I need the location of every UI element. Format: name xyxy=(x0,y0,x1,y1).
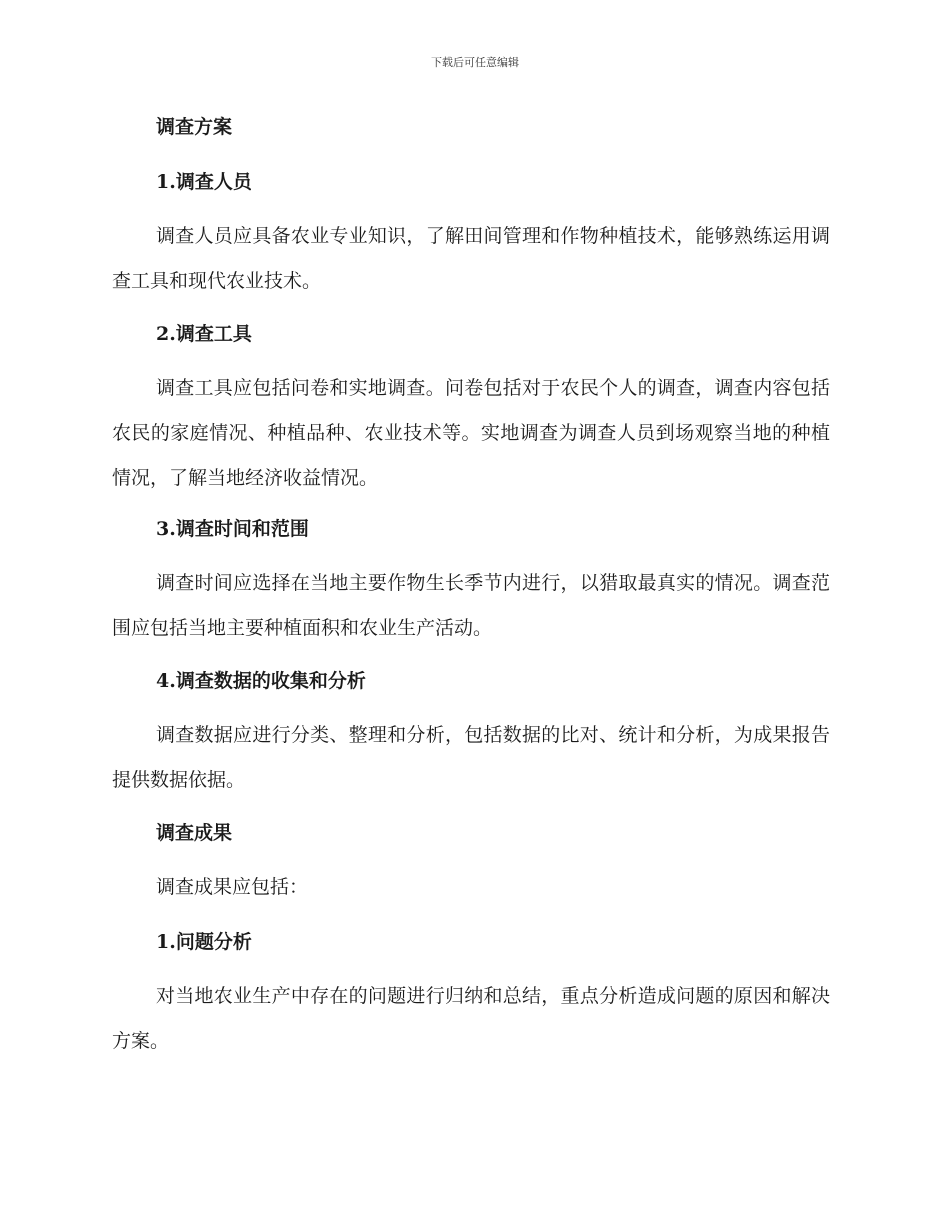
paragraph-survey-results-intro: 调查成果应包括： xyxy=(156,876,309,898)
header-note: 下载后可任意编辑 xyxy=(431,56,519,69)
paragraph-data-collection-analysis: 调查数据应进行分类、整理和分析，包括数据的比对、统计和分析，为成果报告提供数据依据。 xyxy=(112,724,830,791)
paragraph-survey-tools: 调查工具应包括问卷和实地调查。问卷包括对于农民个人的调查，调查内容包括农民的家庭情况、种植品种、农业技术等。实地调查为调查人员到场观察当地的种植情况，了解当地经济收益情况。 xyxy=(112,377,830,489)
section-title-survey-plan: 调查方案 xyxy=(156,116,233,138)
heading-data-collection-analysis: 4.调查数据的收集和分析 xyxy=(156,670,366,692)
heading-survey-tools: 2.调查工具 xyxy=(156,323,252,345)
heading-problem-analysis: 1.问题分析 xyxy=(156,931,252,953)
section-title-survey-results: 调查成果 xyxy=(156,822,233,844)
paragraph-survey-personnel: 调查人员应具备农业专业知识，了解田间管理和作物种植技术，能够熟练运用调查工具和现代农业技术。 xyxy=(112,225,830,292)
paragraph-survey-time-scope: 调查时间应选择在当地主要作物生长季节内进行，以猎取最真实的情况。调查范围应包括当地主要种植面积和农业生产活动。 xyxy=(112,572,830,639)
heading-survey-time-scope: 3.调查时间和范围 xyxy=(156,518,309,540)
paragraph-problem-analysis: 对当地农业生产中存在的问题进行归纳和总结，重点分析造成问题的原因和解决方案。 xyxy=(112,985,830,1052)
heading-survey-personnel: 1.调查人员 xyxy=(156,171,252,193)
